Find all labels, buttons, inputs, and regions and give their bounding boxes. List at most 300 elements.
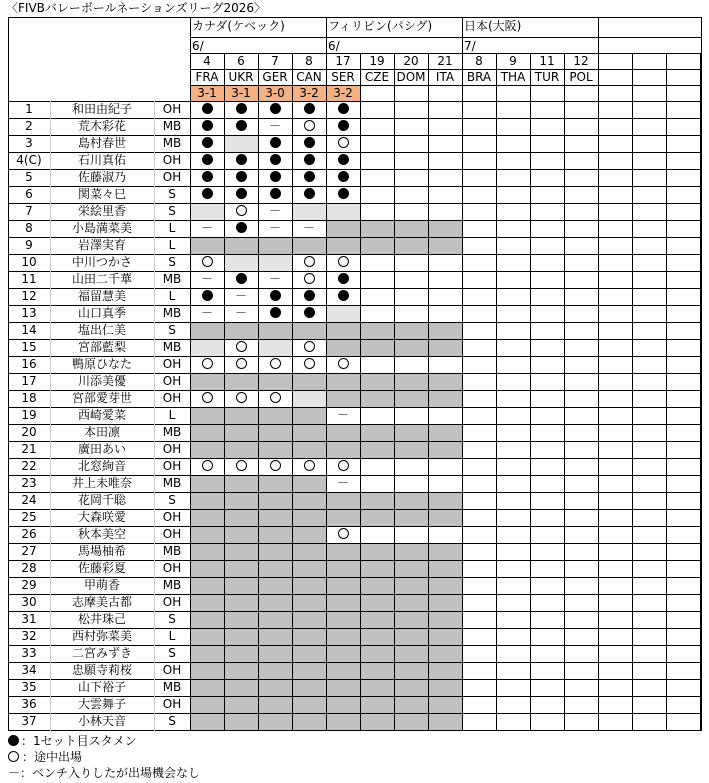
cell-shade	[326, 543, 360, 560]
cell-shade	[428, 373, 462, 390]
cell-shade	[428, 339, 462, 356]
cell-shade	[258, 645, 292, 662]
cell-shade	[292, 645, 326, 662]
cell-shade	[360, 628, 394, 645]
open-circle-icon	[338, 256, 349, 267]
match-mark	[190, 186, 224, 203]
cell-shade	[326, 577, 360, 594]
grid-vline	[190, 17, 191, 731]
cell-shade	[394, 713, 428, 730]
full-circle-icon	[338, 103, 349, 114]
match-mark	[326, 169, 360, 186]
match-mark	[224, 288, 258, 305]
week-location: 日本(大阪)	[464, 19, 522, 33]
open-circle-icon	[236, 460, 247, 471]
cell-shade	[394, 220, 428, 237]
cell-shade	[360, 594, 394, 611]
grid-vline	[326, 17, 327, 731]
full-circle-icon	[338, 273, 349, 284]
match-mark	[258, 305, 292, 322]
cell-shade	[394, 441, 428, 458]
match-opponent	[632, 69, 666, 85]
cell-shade	[258, 577, 292, 594]
cell-shade	[258, 611, 292, 628]
full-circle-icon	[202, 290, 213, 301]
cell-shade	[292, 373, 326, 390]
player-position: S	[168, 187, 176, 201]
full-circle-icon	[338, 154, 349, 165]
match-mark	[326, 254, 360, 271]
match-mark	[190, 390, 224, 407]
match-mark	[224, 305, 258, 322]
player-number: 30	[21, 595, 37, 609]
match-score: 3-2	[299, 86, 319, 100]
week-month	[598, 38, 709, 52]
player-position: MB	[162, 340, 182, 354]
match-mark	[292, 339, 326, 356]
cell-shade	[190, 696, 224, 713]
player-position: MB	[162, 544, 182, 558]
match-opponent: FRA	[195, 70, 219, 84]
cell-shade	[190, 560, 224, 577]
player-position: OH	[162, 442, 182, 456]
cell-shade	[394, 390, 428, 407]
cell-shade	[360, 713, 394, 730]
cell-shade	[190, 543, 224, 560]
match-mark	[190, 118, 224, 135]
full-circle-icon	[304, 137, 315, 148]
match-opponent: SER	[331, 70, 355, 84]
full-circle-icon	[270, 171, 281, 182]
cell-shade	[258, 373, 292, 390]
cell-shade	[428, 628, 462, 645]
player-number: 1	[25, 102, 33, 116]
full-circle-icon	[202, 154, 213, 165]
cell-shade	[258, 713, 292, 730]
cell-shade	[292, 594, 326, 611]
grid-vline	[598, 17, 599, 731]
player-number: 34	[21, 663, 37, 677]
player-name: 井上未唯奈	[71, 476, 132, 490]
cell-shade	[360, 611, 394, 628]
cell-shade	[360, 441, 394, 458]
player-number: 10	[21, 255, 37, 269]
match-mark	[224, 118, 258, 135]
player-number: 20	[21, 425, 37, 439]
player-number: 5	[25, 170, 33, 184]
cell-shade	[360, 509, 394, 526]
player-position: S	[168, 714, 176, 728]
grid-vline	[701, 17, 702, 731]
cell-shade	[258, 492, 292, 509]
match-mark	[326, 356, 360, 373]
cell-shade	[360, 339, 394, 356]
grid-vline	[666, 53, 667, 731]
cell-shade	[326, 628, 360, 645]
cell-shade	[326, 645, 360, 662]
player-position: L	[168, 289, 176, 303]
match-score	[598, 85, 632, 101]
grid-vline	[428, 53, 429, 731]
player-name: 宮部藍梨	[77, 340, 126, 354]
player-position: OH	[162, 697, 182, 711]
player-number: 7	[25, 204, 33, 218]
match-mark	[190, 152, 224, 169]
cell-shade	[428, 424, 462, 441]
cell-shade	[326, 390, 360, 407]
player-name: 塩出仁美	[77, 323, 126, 337]
match-mark	[292, 271, 326, 288]
open-circle-icon	[236, 205, 247, 216]
cell-shade	[326, 713, 360, 730]
player-name: 川添美優	[77, 374, 126, 388]
cell-shade	[258, 237, 292, 254]
player-number: 3	[25, 136, 33, 150]
match-mark	[258, 356, 292, 373]
match-mark	[258, 220, 292, 237]
cell-shade	[428, 713, 462, 730]
player-number: 15	[21, 340, 37, 354]
cell-shade	[292, 526, 326, 543]
cell-shade	[394, 237, 428, 254]
match-mark	[258, 390, 292, 407]
player-position: OH	[162, 357, 182, 371]
cell-shade	[326, 424, 360, 441]
match-day	[666, 53, 700, 69]
cell-shade	[428, 560, 462, 577]
cell-shade	[428, 492, 462, 509]
cell-shade	[258, 543, 292, 560]
player-name: 関菜々巳	[77, 187, 126, 201]
cell-shade	[360, 696, 394, 713]
grid-vline	[564, 53, 565, 731]
match-mark	[292, 458, 326, 475]
player-number: 24	[21, 493, 37, 507]
cell-shade	[394, 628, 428, 645]
dash-mark: －	[234, 289, 247, 303]
full-circle-icon	[202, 137, 213, 148]
player-number: 13	[21, 306, 37, 320]
match-day: 17	[335, 54, 351, 68]
cell-shade	[190, 475, 224, 492]
cell-shade	[258, 509, 292, 526]
match-mark	[292, 118, 326, 135]
cell-shade	[224, 577, 258, 594]
cell-shade	[190, 322, 224, 339]
player-number: 9	[25, 238, 33, 252]
match-mark	[292, 169, 326, 186]
player-name: 佐藤淑乃	[77, 170, 126, 184]
grid-vline	[224, 53, 225, 731]
cell-shade	[428, 509, 462, 526]
cell-shade	[258, 628, 292, 645]
match-mark	[258, 203, 292, 220]
player-number: 18	[21, 391, 37, 405]
full-circle-icon	[270, 290, 281, 301]
legend-item-starter	[8, 733, 200, 749]
cell-shade	[292, 441, 326, 458]
cell-shade	[258, 322, 292, 339]
player-number: 25	[21, 510, 37, 524]
player-position: OH	[162, 170, 182, 184]
open-circle-icon	[338, 358, 349, 369]
player-number: 36	[21, 697, 37, 711]
match-mark	[292, 135, 326, 152]
player-name: 小島満菜美	[71, 221, 132, 235]
full-circle-icon	[270, 137, 281, 148]
match-mark	[224, 220, 258, 237]
match-mark	[224, 356, 258, 373]
player-position: OH	[162, 374, 182, 388]
grid-vline	[258, 53, 259, 731]
legend-text: －：ベンチ入りしたが出場機会なし	[8, 766, 201, 780]
match-mark	[190, 356, 224, 373]
player-number: 8	[25, 221, 33, 235]
full-circle-icon	[304, 188, 315, 199]
player-position: MB	[162, 119, 182, 133]
match-day: 6	[237, 54, 245, 68]
match-day: 9	[509, 54, 517, 68]
open-circle-icon	[270, 460, 281, 471]
match-mark	[224, 390, 258, 407]
cell-shade	[224, 645, 258, 662]
match-mark	[292, 288, 326, 305]
player-number: 6	[25, 187, 33, 201]
grid-hline	[190, 37, 702, 38]
player-position: MB	[162, 425, 182, 439]
dash-mark: －	[302, 221, 315, 235]
cell-shade	[258, 339, 292, 356]
cell-shade	[190, 509, 224, 526]
cell-shade	[258, 407, 292, 424]
week-location: フィリピン(パシグ)	[328, 19, 433, 33]
match-mark	[326, 475, 360, 492]
dash-mark: －	[200, 306, 213, 320]
player-name: 二宮みずき	[71, 646, 132, 660]
full-circle-icon	[304, 103, 315, 114]
cell-shade	[326, 339, 360, 356]
cell-shade	[360, 679, 394, 696]
match-mark	[326, 271, 360, 288]
cell-shade	[326, 220, 360, 237]
match-score	[530, 85, 564, 101]
grid-hline	[190, 53, 702, 54]
player-position: MB	[162, 306, 182, 320]
match-score	[632, 85, 666, 101]
cell-shade	[258, 424, 292, 441]
cell-shade	[292, 237, 326, 254]
full-circle-icon	[236, 171, 247, 182]
cell-shade	[326, 509, 360, 526]
full-circle-icon	[304, 307, 315, 318]
match-mark	[292, 186, 326, 203]
player-position: OH	[162, 561, 182, 575]
player-position: L	[168, 221, 176, 235]
full-circle-icon	[338, 188, 349, 199]
player-name: 栄絵里香	[77, 204, 126, 218]
match-opponent	[598, 69, 632, 85]
cell-shade	[190, 373, 224, 390]
cell-shade	[360, 577, 394, 594]
match-day: 8	[475, 54, 483, 68]
player-position: OH	[162, 595, 182, 609]
player-name: 福留慧美	[77, 289, 126, 303]
full-circle-icon	[8, 735, 19, 746]
match-mark	[326, 118, 360, 135]
cell-shade	[292, 662, 326, 679]
match-mark	[292, 254, 326, 271]
player-position: S	[168, 646, 176, 660]
cell-shade	[258, 679, 292, 696]
open-circle-icon	[338, 460, 349, 471]
cell-shade	[360, 220, 394, 237]
player-position: S	[168, 255, 176, 269]
cell-shade	[258, 662, 292, 679]
match-mark	[326, 526, 360, 543]
player-number: 27	[21, 544, 37, 558]
full-circle-icon	[270, 103, 281, 114]
cell-shade	[224, 254, 258, 271]
match-mark	[326, 458, 360, 475]
grid-vline	[50, 101, 51, 731]
player-number: 19	[21, 408, 37, 422]
match-score	[666, 85, 700, 101]
player-name: 岩澤実育	[77, 238, 126, 252]
match-day: 12	[573, 54, 589, 68]
cell-shade	[292, 628, 326, 645]
player-number: 2	[25, 119, 33, 133]
cell-shade	[190, 492, 224, 509]
open-circle-icon	[270, 392, 281, 403]
match-day	[598, 53, 632, 69]
match-mark	[190, 254, 224, 271]
cell-shade	[190, 662, 224, 679]
full-circle-icon	[236, 222, 247, 233]
player-name: 大雲舞子	[77, 697, 126, 711]
match-score: 3-1	[197, 86, 217, 100]
cell-shade	[394, 543, 428, 560]
cell-shade	[190, 237, 224, 254]
grid-vline	[632, 53, 633, 731]
legend-item-bench	[8, 765, 200, 781]
player-position: OH	[162, 459, 182, 473]
match-score	[564, 85, 598, 101]
dash-mark: －	[200, 221, 213, 235]
match-mark	[224, 169, 258, 186]
player-name: 甲萌香	[83, 578, 120, 592]
open-circle-icon	[304, 460, 315, 471]
dash-mark: －	[268, 204, 281, 218]
cell-shade	[292, 611, 326, 628]
match-mark	[224, 458, 258, 475]
cell-shade	[326, 696, 360, 713]
full-circle-icon	[338, 120, 349, 131]
cell-shade	[292, 577, 326, 594]
open-circle-icon	[304, 120, 315, 131]
match-day: 21	[437, 54, 453, 68]
cell-shade	[394, 696, 428, 713]
full-circle-icon	[304, 171, 315, 182]
cell-shade	[360, 543, 394, 560]
match-opponent: THA	[500, 70, 526, 84]
player-number: 31	[21, 612, 37, 626]
cell-shade	[292, 560, 326, 577]
match-mark	[258, 101, 292, 118]
cell-shade	[326, 373, 360, 390]
cell-shade	[190, 424, 224, 441]
cell-shade	[394, 322, 428, 339]
match-mark	[292, 101, 326, 118]
open-circle-icon	[304, 358, 315, 369]
player-position: MB	[162, 476, 182, 490]
cell-shade	[292, 492, 326, 509]
cell-shade	[224, 441, 258, 458]
dash-mark: －	[234, 306, 247, 320]
match-day: 4	[203, 54, 211, 68]
grid-vline	[8, 17, 9, 731]
grid-vline	[154, 101, 155, 731]
player-name: 志摩美古都	[71, 595, 132, 609]
match-mark	[292, 356, 326, 373]
grid-vline	[360, 53, 361, 731]
match-opponent	[666, 69, 700, 85]
player-number: 4(C)	[16, 153, 42, 167]
player-name: 本田凛	[83, 425, 120, 439]
dash-mark: －	[336, 408, 349, 422]
match-mark	[326, 152, 360, 169]
cell-shade	[360, 662, 394, 679]
player-number: 16	[21, 357, 37, 371]
full-circle-icon	[270, 188, 281, 199]
match-opponent: POL	[569, 70, 593, 84]
player-number: 17	[21, 374, 37, 388]
cell-shade	[360, 645, 394, 662]
full-circle-icon	[270, 307, 281, 318]
open-circle-icon	[202, 392, 213, 403]
cell-shade	[190, 645, 224, 662]
player-name: 秋本美空	[77, 527, 126, 541]
cell-shade	[428, 594, 462, 611]
cell-shade	[190, 339, 224, 356]
cell-shade	[394, 509, 428, 526]
match-mark	[258, 135, 292, 152]
match-mark	[224, 101, 258, 118]
cell-shade	[258, 475, 292, 492]
player-position: L	[168, 238, 176, 252]
match-opponent: DOM	[396, 70, 426, 84]
cell-shade	[394, 339, 428, 356]
open-circle-icon	[202, 256, 213, 267]
cell-shade	[224, 135, 258, 152]
match-day: 19	[369, 54, 385, 68]
cell-shade	[428, 237, 462, 254]
match-day: 20	[403, 54, 419, 68]
cell-shade	[360, 373, 394, 390]
dash-mark: －	[268, 272, 281, 286]
cell-shade	[428, 679, 462, 696]
player-number: 12	[21, 289, 37, 303]
cell-shade	[292, 203, 326, 220]
open-circle-icon	[8, 751, 19, 762]
cell-shade	[394, 679, 428, 696]
match-mark	[292, 152, 326, 169]
cell-shade	[224, 492, 258, 509]
cell-shade	[428, 577, 462, 594]
player-position: MB	[162, 272, 182, 286]
player-name: 馬場柚希	[77, 544, 126, 558]
match-mark	[190, 271, 224, 288]
match-day: 11	[539, 54, 555, 68]
